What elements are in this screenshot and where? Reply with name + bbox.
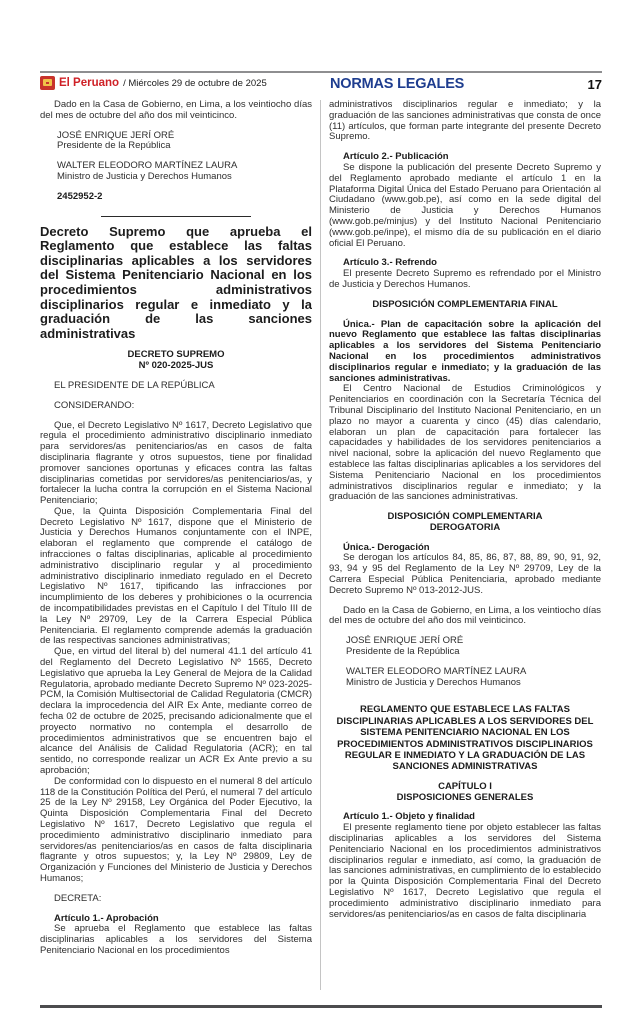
decree-heading: DECRETO SUPREMO	[127, 349, 225, 361]
decree-number: Nº 020-2025-JUS	[138, 360, 214, 372]
considering-label: CONSIDERANDO:	[54, 399, 135, 411]
recital-paragraph: Que, el Decreto Legislativo Nº 1617, Decreto Legislativo que regula el procedimiento administrativo disciplinario inmediato para servidores/as penitenciarios/as en casos de falta disciplinaria flagrante y otros supuestos, tiene por finalidad promover sanciones oportunas y eficaces contra las faltas disciplinarias cometidas por servidores/as penitenciarios/as, y fortalecer la lucha contra la corrupción en el Sistema Nacional Penitenciario;	[40, 419, 312, 507]
signature-name: WALTER ELEODORO MARTÍNEZ LAURA	[57, 160, 238, 172]
article-body: Se aprueba el Reglamento que establece las faltas disciplinarias aplicables a los servidores del Sistema Penitenciario Nacional en los procedimientos	[40, 923, 312, 956]
section-heading: DEROGATORIA	[429, 521, 501, 533]
recital-paragraph: Que, en virtud del literal b) del numeral 41.1 del artículo 41 del Reglamento del Decreto Legislativo Nº 1565, Decreto Legislativo que aprueba la Ley General de Mejora de la Calidad Regulatoria, aprobado mediante Decreto Supremo Nº 023-2025-PCM, la Comisión Multisectorial de Calidad Regulatoria (CMCR) declara la improcedencia del AIR Ex Ante, mediante correo de fecha 02 de octubre de 2025, precisando adicionalmente que el proyecto normativo no contempla el desarrollo de procedimientos administrativos que se encuentren bajo el alcance del Análisis de Calidad Regulatoria (ACR); en tal sentido, no corresponde realizar un ACR Ex Ante previo a su aprobación;	[40, 646, 312, 777]
section-heading: DISPOSICIÓN COMPLEMENTARIA	[387, 511, 543, 523]
regulation-title: REGLAMENTO QUE ESTABLECE LAS FALTAS DISCIPLINARIAS APLICABLES A LOS SERVIDORES DEL SISTEMA PENITENCIARIO NACIONAL EN LOS PROCEDIMIENTOS ADMINISTRATIVOS DISCIPLINARIOS REGULAR E INMEDIATO Y LA GRADUACIÓN DE LAS SANCIONES ADMINISTRATIVAS	[336, 704, 594, 773]
chapter-heading: CAPÍTULO I	[438, 780, 492, 792]
right-column	[329, 100, 601, 994]
recital-paragraph: Que, la Quinta Disposición Complementaria Final del Decreto Legislativo Nº 1617, dispone que el Ministerio de Justicia y Derechos Humanos conjuntamente con el INPE, elaboran el reglamento que comprende el catálogo de infracciones o faltas disciplinarias, aplicable al procedimiento administrativo disciplinario regular y al procedimiento administrativo disciplinario inmediato regulado en el Decreto Legislativo Nº 1617, tipificando las infracciones por incumplimiento de los deberes y prohibiciones o la ocurrencia de incompatibilidades previstas en el Capítulo I del Título III de la Ley Nº 29709, Ley de la Carrera Especial Pública Penitenciaria. El reglamento comprende además la graduación de las respectivas sanciones administrativas;	[40, 505, 312, 647]
closing-formula: Dado en la Casa de Gobierno, en Lima, a los veintiocho días del mes de octubre del año dos mil veinticinco.	[40, 100, 312, 121]
section-title: NORMAS LEGALES	[330, 76, 465, 92]
brand-name: El Peruano	[59, 77, 120, 89]
provision-heading: Única.- Derogación	[343, 541, 430, 553]
signature-name: WALTER ELEODORO MARTÍNEZ LAURA	[346, 665, 527, 677]
provision-heading-paragraph: Única.- Plan de capacitación sobre la aplicación del nuevo Reglamento que establece las faltas disciplinarias aplicables a los servidores del Sistema Penitenciario Nacional en los procedimientos administrativos disciplinarios regular e inmediato; y la graduación de las sanciones administrativas.	[329, 318, 601, 384]
article-heading: Artículo 1.- Aprobación	[54, 912, 159, 924]
signature-title: Ministro de Justicia y Derechos Humanos	[346, 676, 521, 688]
column-divider	[320, 100, 321, 990]
masthead	[40, 76, 267, 90]
left-column	[40, 100, 312, 994]
signature-name: JOSÉ ENRIQUE JERÍ ORÉ	[57, 129, 175, 141]
page-header	[40, 76, 602, 94]
signature-name: JOSÉ ENRIQUE JERÍ ORÉ	[346, 635, 464, 647]
footer-rule	[40, 1005, 602, 1008]
page-number: 17	[587, 77, 602, 92]
header-date: / Miércoles 29 de octubre de 2025	[123, 78, 267, 89]
section-heading: DISPOSICIÓN COMPLEMENTARIA FINAL	[372, 298, 558, 310]
article-body: Se dispone la publicación del presente Decreto Supremo y del Reglamento aprobado mediante el artículo 1 en la Plataforma Digital Única del Estado Peruano para Orientación al Ciudadano (www.gob.pe), así como en la sede digital del Ministerio de Justicia y Derechos Humanos (www.gob.pe/minjus) y del Instituto Nacional Penitenciario (www.gob.pe/inpe), el mismo día de su publicación en el diario oficial El Peruano.	[329, 161, 601, 249]
signature-title: Ministro de Justicia y Derechos Humanos	[57, 170, 232, 182]
content-columns	[40, 100, 602, 994]
provision-body: El Centro Nacional de Estudios Criminológicos y Penitenciarios en coordinación con la Secretaría Técnica del Tribunal Disciplinario del Instituto Nacional Penitenciario, en un plazo no mayor a cuarenta y cinco (45) días calendario, elaboran un plan de capacitación para fortalecer las capacidades y habilidades de los servidores penitenciarios a nivel nacional, sobre la aplicación del nuevo Reglamento que establece las faltas disciplinarias aplicables a los servidores del Sistema Penitenciario Nacional en los procedimientos administrativos disciplinarios regular e inmediato; y la graduación de las sanciones administrativas.	[329, 383, 601, 503]
chapter-heading: DISPOSICIONES GENERALES	[396, 791, 534, 803]
issuer-line: EL PRESIDENTE DE LA REPÚBLICA	[54, 379, 215, 391]
article-heading: Artículo 2.- Publicación	[343, 151, 449, 163]
article-body: El presente Decreto Supremo es refrendado por el Ministro de Justicia y Derechos Humanos.	[329, 268, 601, 290]
header-rule	[40, 71, 602, 73]
closing-formula: Dado en la Casa de Gobierno, en Lima, a los veintiocho días del mes de octubre del año dos mil veinticinco.	[329, 604, 601, 627]
signature-title: Presidente de la República	[57, 140, 171, 152]
gazette-item-number: 2452952-2	[57, 190, 103, 202]
signature-title: Presidente de la República	[346, 646, 460, 658]
article-body: administrativos disciplinarios regular e inmediato; y la graduación de las sanciones administrativas que consta de once (11) artículos, que forman parte integrante del presente Decreto Supremo.	[329, 100, 601, 143]
decree-label: DECRETA:	[54, 892, 102, 904]
article-heading: Artículo 1.- Objeto y finalidad	[343, 811, 475, 823]
provision-body: Se derogan los artículos 84, 85, 86, 87, 88, 89, 90, 91, 92, 93, 94 y 95 del Reglamento de la Ley Nº 29709, Ley de la Carrera Especial Pública Penitenciaria, aprobado mediante Decreto Supremo Nº 013-2012-JUS.	[329, 552, 601, 596]
recital-paragraph: De conformidad con lo dispuesto en el numeral 8 del artículo 118 de la Constitución Política del Perú, el numeral 7 del artículo 25 de la Ley Nº 29158, Ley Orgánica del Poder Ejecutivo, la Quinta Disposición Complementaria Final del Decreto Legislativo Nº 1617, Decreto Legislativo que regula el procedimiento administrativo disciplinario inmediato para servidores/as penitenciarios/as en casos de falta disciplinaria flagrante y otros supuestos; y, la Ley Nº 29809, Ley de Organización y Funciones del Ministerio de Justicia y Derechos Humanos;	[40, 775, 312, 884]
separator-rule	[101, 216, 251, 217]
peru-coat-of-arms-icon	[40, 76, 55, 90]
article-body: El presente reglamento tiene por objeto establecer las faltas disciplinarias aplicables a los servidores del Sistema Penitenciario Nacional en los procedimientos administrativos disciplinarios regular e inmediato, así como, la graduación de las sanciones administrativas, en cumplimiento de lo establecido por la Quinta Disposición Complementaria Final del Decreto Legislativo Nº 1617, Decreto Legislativo que regula el procedimiento administrativo disciplinario inmediato para servidores/as penitenciarios/as en casos de falta disciplinaria	[329, 822, 601, 920]
article-heading: Artículo 3.- Refrendo	[343, 257, 437, 269]
decree-title: Decreto Supremo que aprueba el Reglamento que establece las faltas disciplinarias aplicables a los servidores del Sistema Penitenciario Nacional en los procedimientos administrativos disciplinarios regular e inmediato y la graduación de las sanciones administrativas	[40, 223, 312, 341]
